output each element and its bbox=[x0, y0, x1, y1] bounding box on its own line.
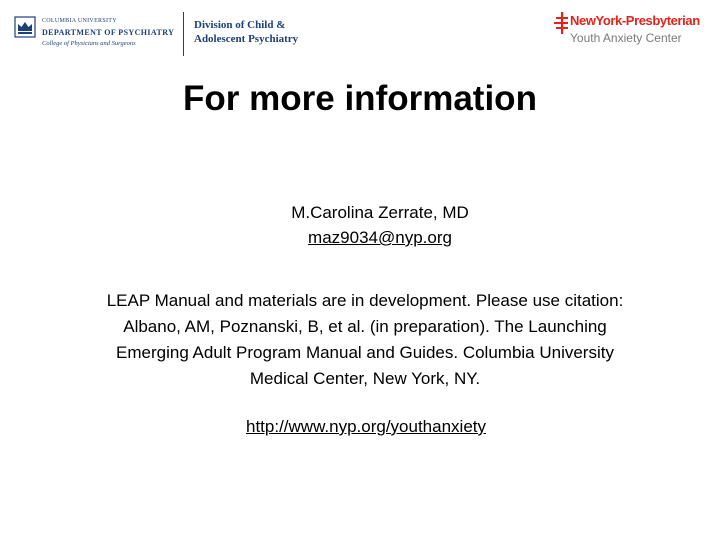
header-divider bbox=[183, 12, 184, 56]
website-link-row bbox=[0, 417, 720, 437]
citation-text bbox=[45, 288, 685, 392]
columbia-university-text: COLUMBIA UNIVERSITY bbox=[42, 18, 117, 24]
website-link[interactable]: http://www.nyp.org/youthanxiety bbox=[245, 417, 487, 436]
division-line-2: Adolescent Psychiatry bbox=[194, 33, 299, 45]
college-text: College of Physicians and Surgeons bbox=[42, 40, 136, 47]
citation-line-3: Emerging Adult Program Manual and Guides. Columbia University bbox=[116, 343, 614, 362]
contact-name: M.Carolina Zerrate, MD bbox=[291, 203, 469, 222]
slide-title: For more information bbox=[183, 79, 537, 118]
department-text: DEPARTMENT OF PSYCHIATRY bbox=[42, 28, 175, 37]
citation-line-4: Medical Center, New York, NY. bbox=[249, 369, 481, 388]
columbia-crown-icon bbox=[14, 16, 36, 38]
nyp-logo-icon bbox=[554, 12, 568, 34]
citation-line-1: LEAP Manual and materials are in development. Please use citation: bbox=[106, 291, 624, 310]
slide-header bbox=[0, 0, 720, 70]
division-line-1: Division of Child & bbox=[194, 19, 286, 31]
contact-block bbox=[180, 200, 580, 250]
nyp-subtitle: Youth Anxiety Center bbox=[570, 31, 682, 45]
division-logo-text bbox=[194, 18, 298, 46]
nyp-name: NewYork-Presbyterian bbox=[570, 13, 700, 28]
citation-line-2: Albano, AM, Poznanski, B, et al. (in preparation). The Launching bbox=[123, 317, 607, 336]
contact-email-link[interactable]: maz9034@nyp.org bbox=[308, 228, 452, 247]
columbia-logo-text bbox=[42, 16, 174, 49]
